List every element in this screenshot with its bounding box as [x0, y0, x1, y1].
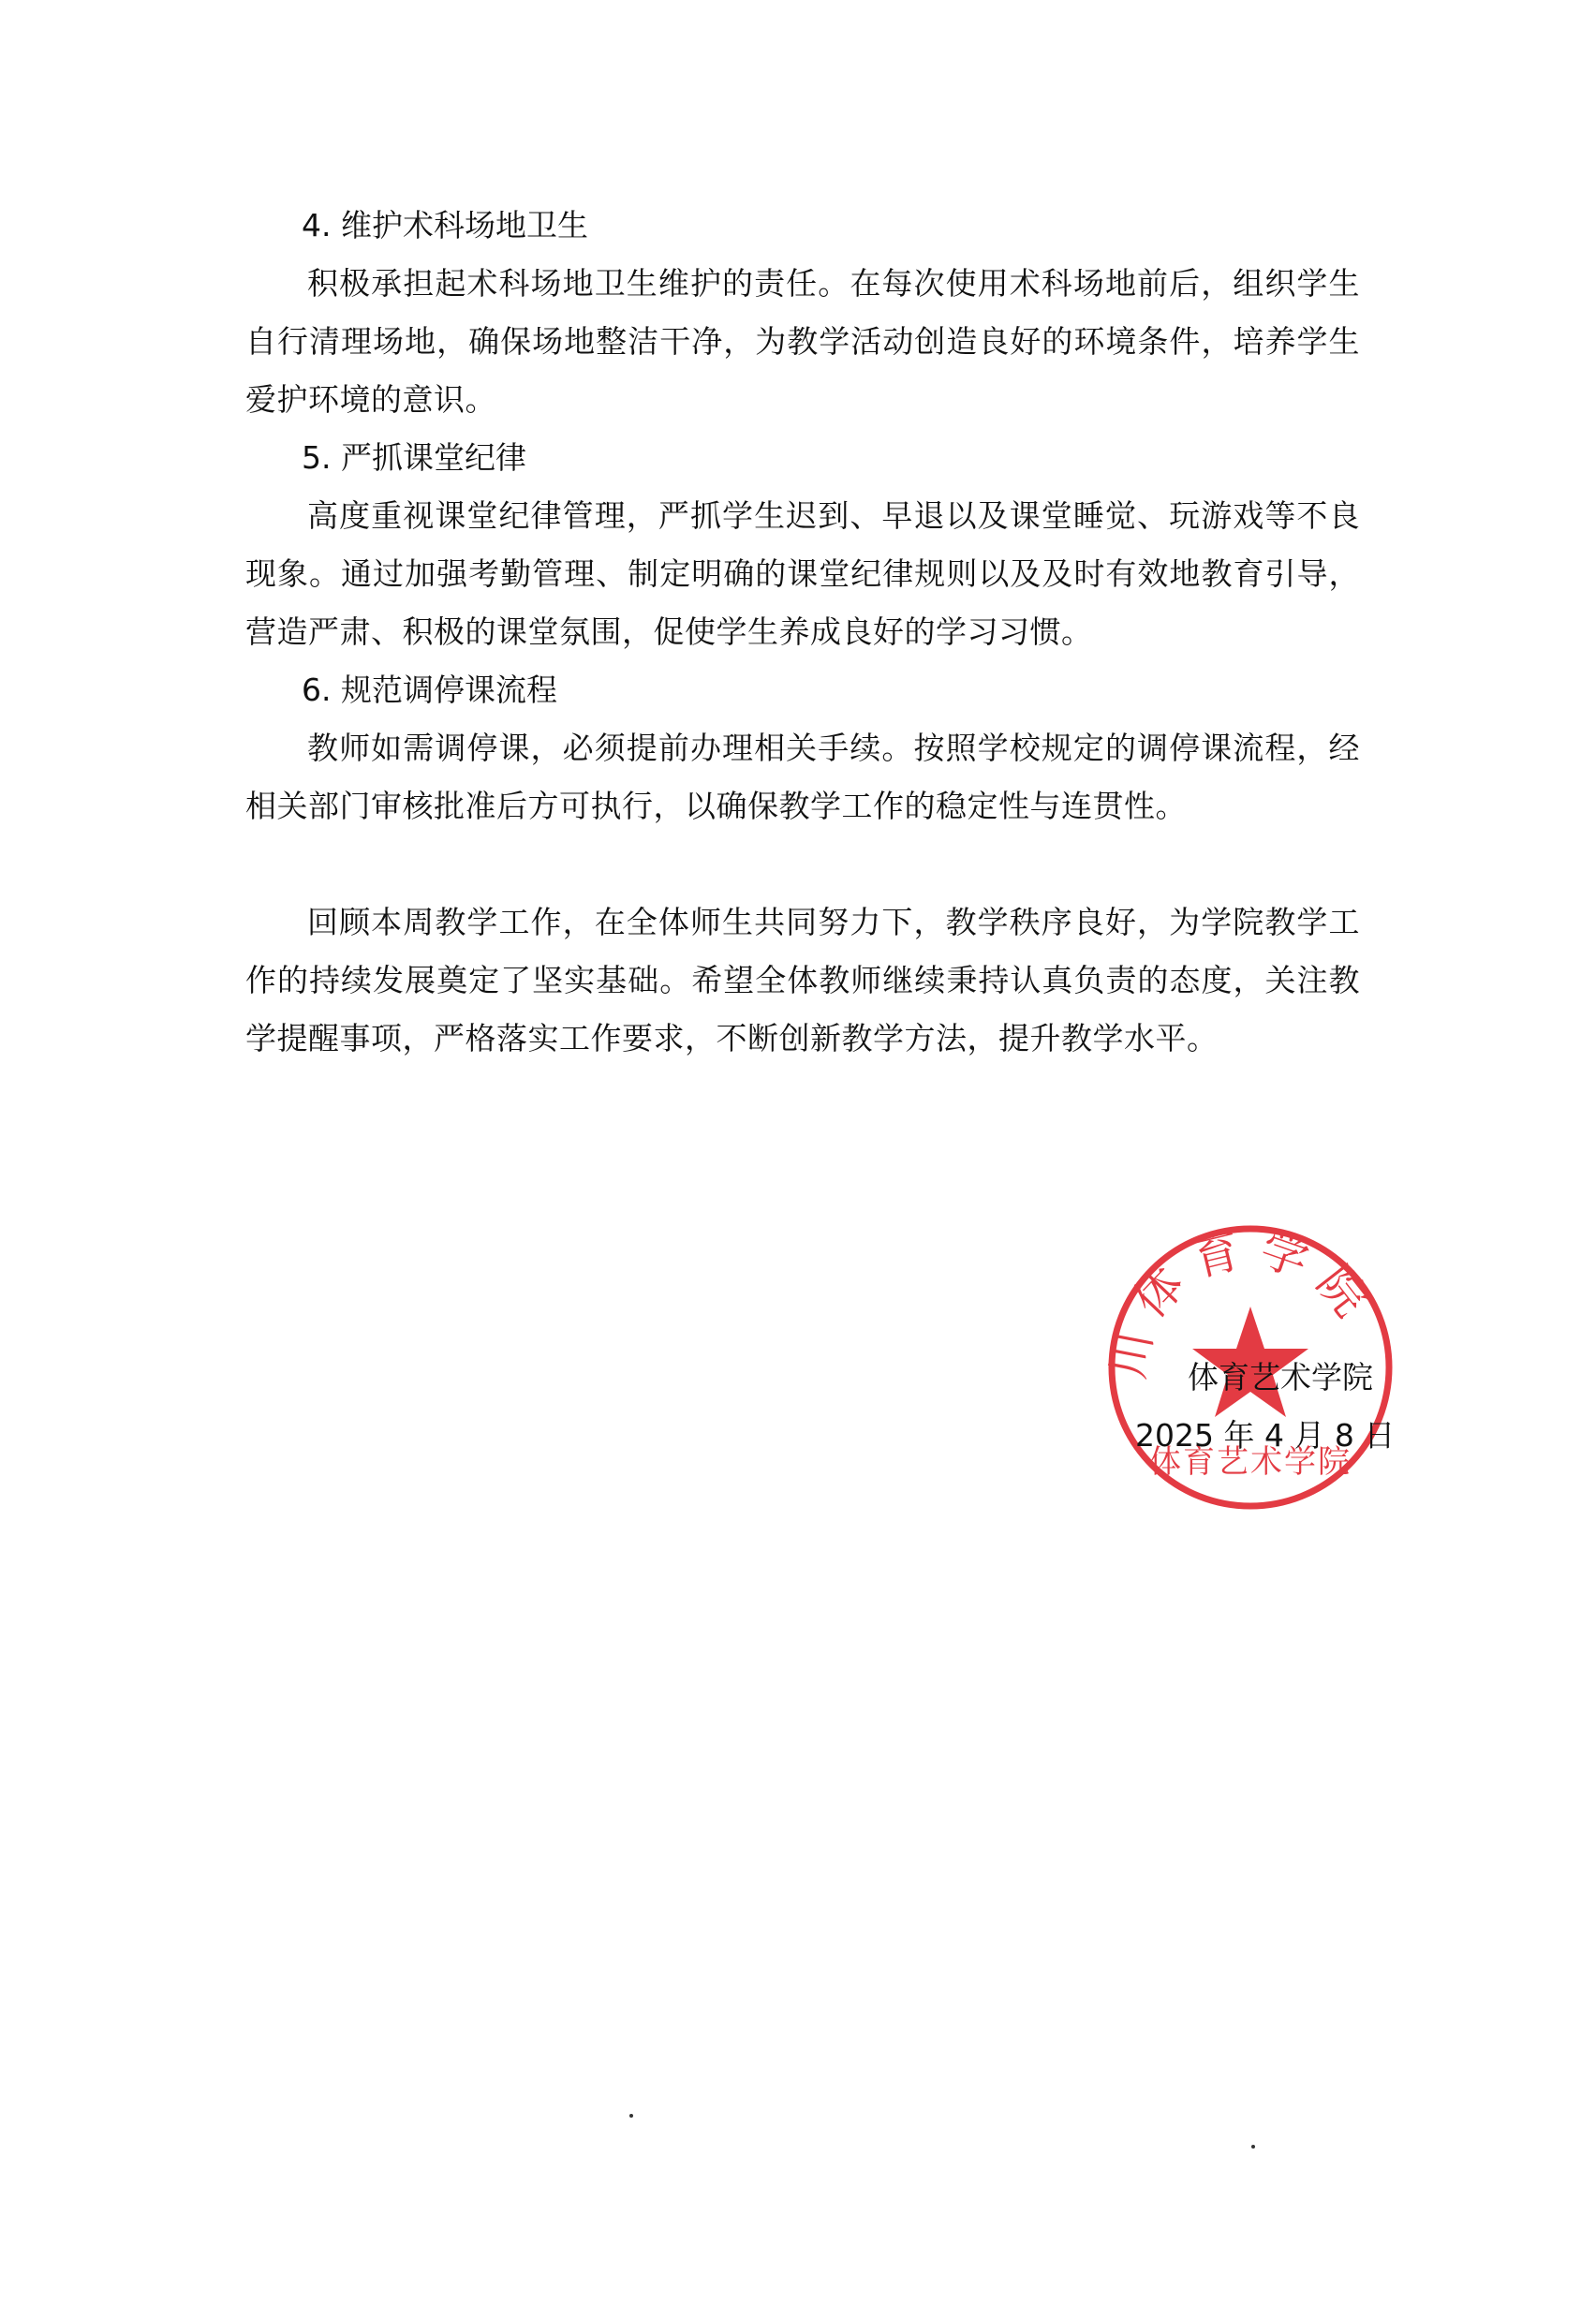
section-paragraph: 高度重视课堂纪律管理，严抓学生迟到、早退以及课堂睡觉、玩游戏等不良现象。通过加强考勤管理、制定明确的课堂纪律规则以及及时有效地教育引导，营造严肃、积极的课堂氛围，促使学生养成良好的学习习惯。 [245, 497, 1360, 650]
section-paragraph: 积极承担起术科场地卫生维护的责任。在每次使用术科场地前后，组织学生自行清理场地，确保场地整洁干净，为教学活动创造良好的环境条件，培养学生爱护环境的意识。 [245, 265, 1360, 418]
signature-org: 体育艺术学院 [1188, 1359, 1373, 1396]
section-paragraph: 教师如需调停课，必须提前办理相关手续。按照学校规定的调停课流程，经相关部门审核批准后方可执行，以确保教学工作的稳定性与连贯性。 [245, 730, 1360, 824]
section-heading: 5. 严抓课堂纪律 [302, 439, 526, 476]
seal-outer-text: 川体育学院 [1101, 1219, 1387, 1383]
seal-inner-text: 体育艺术学院 [1149, 1443, 1352, 1481]
signature-block [1135, 1349, 1396, 1465]
document-body [245, 197, 1360, 1068]
closing-paragraph: 回顾本周教学工作，在全体师生共同努力下，教学秩序良好，为学院教学工作的持续发展奠定了坚实基础。希望全体教师继续秉持认真负责的态度，关注教学提醒事项，严格落实工作要求，不断创新教学方法，提升教学水平。 [245, 904, 1360, 1056]
scan-speck [629, 2114, 633, 2118]
signature-date: 2025 年 4 月 8 日 [1135, 1417, 1396, 1454]
section-heading: 4. 维护术科场地卫生 [302, 207, 588, 244]
section-heading: 6. 规范调停课流程 [302, 672, 557, 708]
scan-speck [1251, 2145, 1255, 2149]
